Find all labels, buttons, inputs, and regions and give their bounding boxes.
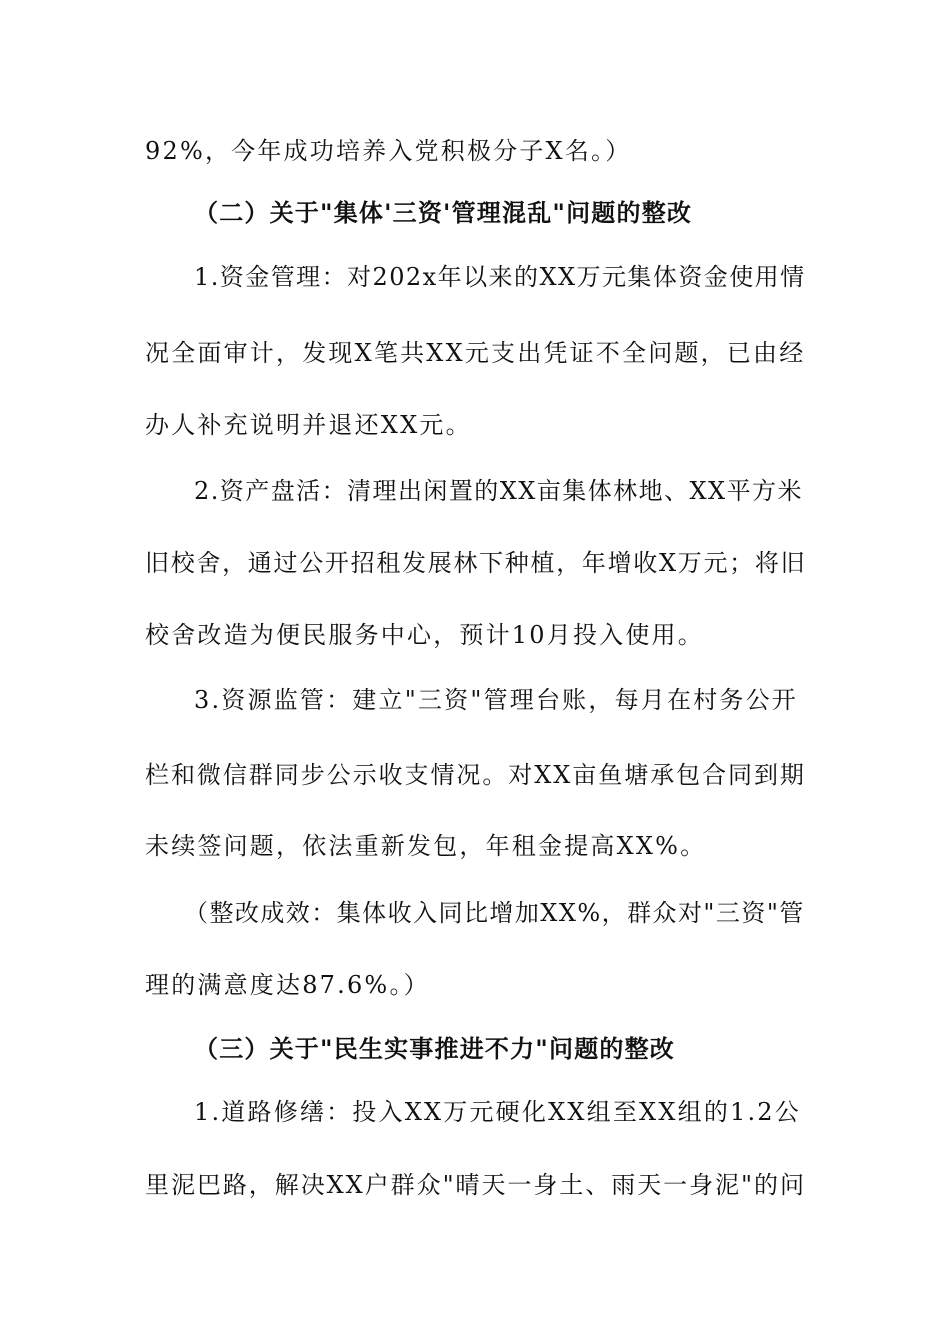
paragraph-line: 2.资产盘活：清理出闲置的XX亩集体林地、XX平方米 (194, 477, 803, 505)
paragraph-line: 未续签问题，依法重新发包，年租金提高XX%。 (145, 832, 707, 860)
paragraph-line: 里泥巴路，解决XX户群众"晴天一身土、雨天一身泥"的问 (145, 1171, 806, 1199)
paragraph-line: 办人补充说明并退还XX元。 (145, 411, 472, 439)
section-heading-three: （三）关于"民生实事推进不力"问题的整改 (194, 1035, 676, 1063)
paragraph-line: 1.道路修缮：投入XX万元硬化XX组至XX组的1.2公 (194, 1098, 801, 1126)
paragraph-line: 栏和微信群同步公示收支情况。对XX亩鱼塘承包合同到期 (145, 761, 806, 789)
paragraph-line: 旧校舍，通过公开招租发展林下种植，年增收X万元；将旧 (145, 549, 807, 577)
paragraph-line: （整改成效：集体收入同比增加XX%，群众对"三资"管 (184, 899, 805, 927)
section-heading-two: （二）关于"集体'三资'管理混乱"问题的整改 (194, 199, 693, 227)
paragraph-line: 况全面审计，发现X笔共XX元支出凭证不全问题，已由经 (145, 339, 806, 367)
paragraph-line: 92%，今年成功培养入党积极分子X名。） (145, 137, 632, 165)
paragraph-line: 3.资源监管：建立"三资"管理台账，每月在村务公开 (194, 686, 798, 714)
paragraph-line: 校舍改造为便民服务中心，预计10月投入使用。 (145, 621, 704, 649)
paragraph-line: 1.资金管理：对202x年以来的XX万元集体资金使用情 (194, 263, 806, 291)
paragraph-line: 理的满意度达87.6%。） (145, 971, 430, 999)
